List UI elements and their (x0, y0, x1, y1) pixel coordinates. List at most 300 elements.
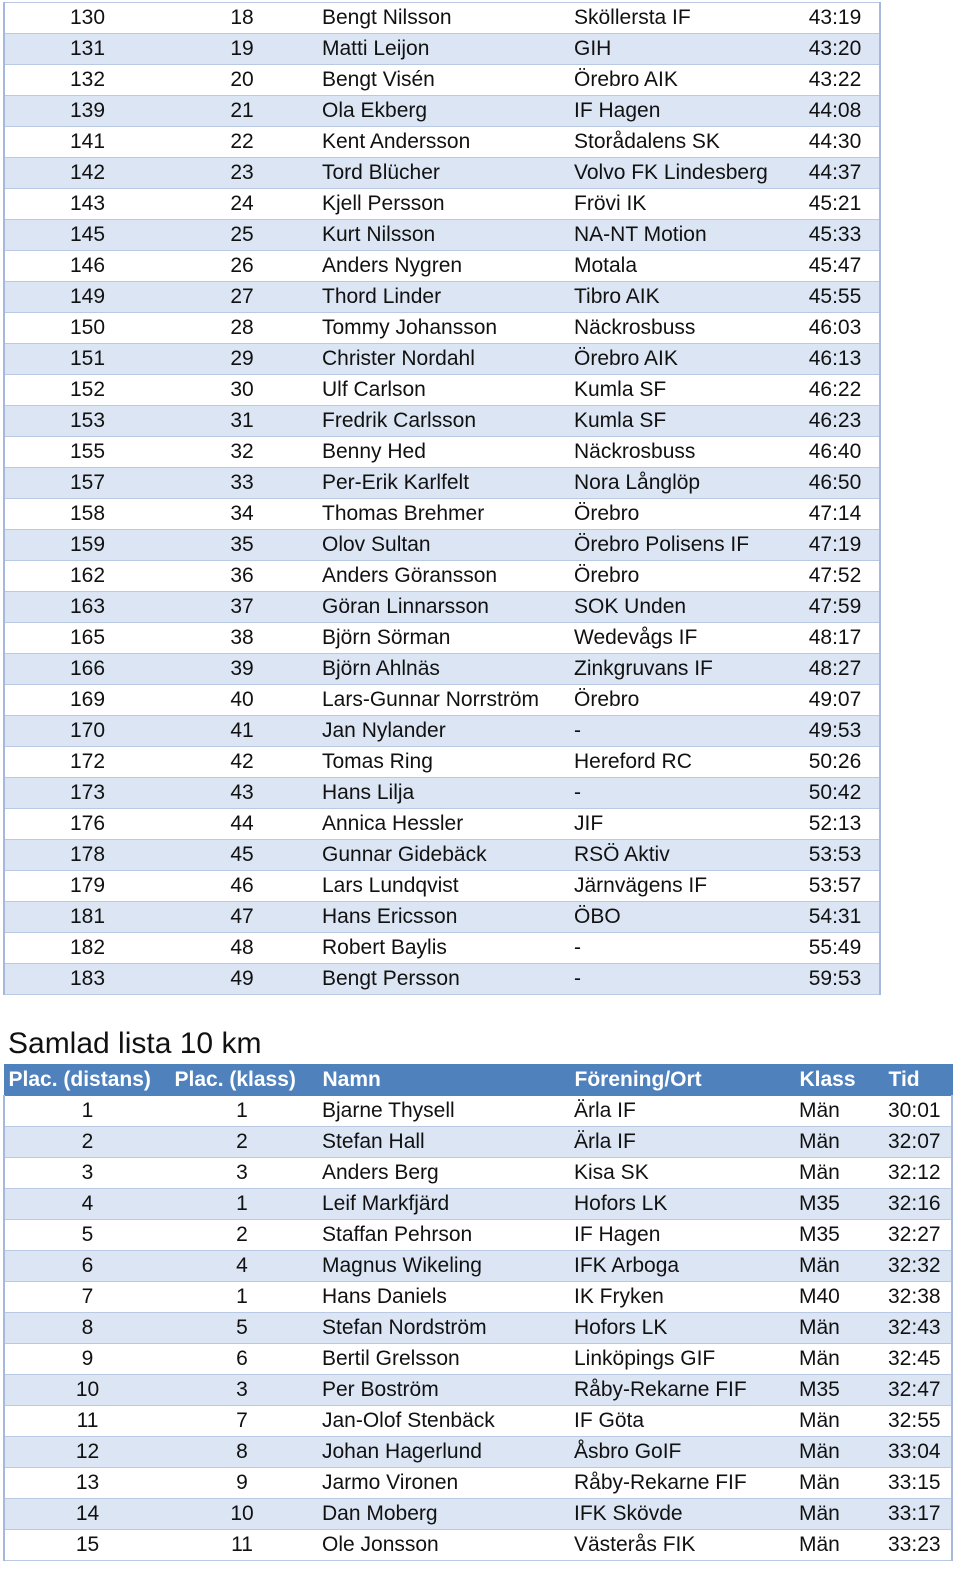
table-row (4, 406, 880, 437)
cell-plac-klass: 18 (170, 3, 314, 34)
cell-namn: Jarmo Vironen (314, 1468, 566, 1499)
cell-forening: Näckrosbuss (566, 437, 791, 468)
cell-tid: 32:38 (880, 1282, 952, 1313)
cell-forening: RSÖ Aktiv (566, 840, 791, 871)
cell-plac-distans: 141 (4, 127, 170, 158)
cell-plac-klass: 49 (170, 964, 314, 995)
cell-namn: Fredrik Carlsson (314, 406, 566, 437)
cell-tid: 46:03 (791, 313, 880, 344)
cell-forening: Tibro AIK (566, 282, 791, 313)
cell-tid: 47:52 (791, 561, 880, 592)
cell-forening: IFK Arboga (566, 1251, 791, 1282)
cell-namn: Lars Lundqvist (314, 871, 566, 902)
cell-plac-distans: 139 (4, 96, 170, 127)
cell-plac-klass: 3 (170, 1158, 314, 1189)
cell-namn: Jan-Olof Stenbäck (314, 1406, 566, 1437)
cell-namn: Hans Ericsson (314, 902, 566, 933)
cell-forening: IF Hagen (566, 1220, 791, 1251)
table-row (4, 1158, 952, 1189)
cell-plac-distans: 8 (4, 1313, 170, 1344)
cell-tid: 45:47 (791, 251, 880, 282)
cell-plac-klass: 44 (170, 809, 314, 840)
table-row (4, 1127, 952, 1158)
cell-namn: Leif Markfjärd (314, 1189, 566, 1220)
cell-namn: Robert Baylis (314, 933, 566, 964)
cell-plac-distans: 170 (4, 716, 170, 747)
cell-plac-distans: 15 (4, 1530, 170, 1561)
cell-tid: 47:59 (791, 592, 880, 623)
cell-tid: 49:53 (791, 716, 880, 747)
cell-plac-klass: 1 (170, 1096, 314, 1127)
cell-forening: - (566, 964, 791, 995)
cell-plac-klass: 35 (170, 530, 314, 561)
cell-plac-klass: 48 (170, 933, 314, 964)
cell-plac-distans: 5 (4, 1220, 170, 1251)
table-row (4, 716, 880, 747)
cell-namn: Kent Andersson (314, 127, 566, 158)
cell-forening: Örebro Polisens IF (566, 530, 791, 561)
table-row (4, 158, 880, 189)
cell-namn: Ola Ekberg (314, 96, 566, 127)
cell-plac-klass: 30 (170, 375, 314, 406)
cell-forening: Örebro (566, 499, 791, 530)
cell-namn: Benny Hed (314, 437, 566, 468)
cell-tid: 48:17 (791, 623, 880, 654)
cell-tid: 50:42 (791, 778, 880, 809)
cell-plac-klass: 2 (170, 1127, 314, 1158)
table-row (4, 840, 880, 871)
cell-plac-klass: 24 (170, 189, 314, 220)
table-row (4, 685, 880, 716)
cell-plac-klass: 45 (170, 840, 314, 871)
cell-plac-klass: 22 (170, 127, 314, 158)
cell-tid: 32:12 (880, 1158, 952, 1189)
cell-plac-klass: 26 (170, 251, 314, 282)
table-row (4, 964, 880, 995)
cell-forening: Frövi IK (566, 189, 791, 220)
cell-tid: 54:31 (791, 902, 880, 933)
table-row (4, 561, 880, 592)
header-forening: Förening/Ort (566, 1065, 791, 1096)
cell-plac-klass: 40 (170, 685, 314, 716)
cell-forening: IK Fryken (566, 1282, 791, 1313)
cell-plac-distans: 155 (4, 437, 170, 468)
cell-plac-klass: 1 (170, 1282, 314, 1313)
cell-forening: Motala (566, 251, 791, 282)
cell-tid: 32:07 (880, 1127, 952, 1158)
cell-plac-klass: 28 (170, 313, 314, 344)
cell-tid: 45:21 (791, 189, 880, 220)
table-row (4, 902, 880, 933)
section-title: Samlad lista 10 km (8, 1027, 262, 1060)
cell-namn: Dan Moberg (314, 1499, 566, 1530)
table-row (4, 809, 880, 840)
table-row (4, 499, 880, 530)
cell-klass: M35 (791, 1220, 880, 1251)
table-row (4, 933, 880, 964)
cell-plac-klass: 29 (170, 344, 314, 375)
cell-tid: 32:55 (880, 1406, 952, 1437)
cell-tid: 43:19 (791, 3, 880, 34)
cell-klass: Män (791, 1468, 880, 1499)
cell-namn: Stefan Nordström (314, 1313, 566, 1344)
header-klass: Klass (791, 1065, 880, 1096)
table-row (4, 1437, 952, 1468)
cell-plac-distans: 151 (4, 344, 170, 375)
cell-plac-distans: 181 (4, 902, 170, 933)
cell-namn: Johan Hagerlund (314, 1437, 566, 1468)
table-row (4, 1468, 952, 1499)
cell-plac-distans: 10 (4, 1375, 170, 1406)
cell-plac-distans: 162 (4, 561, 170, 592)
cell-plac-klass: 34 (170, 499, 314, 530)
cell-tid: 32:16 (880, 1189, 952, 1220)
cell-namn: Tomas Ring (314, 747, 566, 778)
cell-plac-distans: 153 (4, 406, 170, 437)
cell-plac-klass: 38 (170, 623, 314, 654)
cell-plac-klass: 33 (170, 468, 314, 499)
cell-forening: Örebro AIK (566, 344, 791, 375)
cell-namn: Björn Sörman (314, 623, 566, 654)
cell-namn: Ulf Carlson (314, 375, 566, 406)
table-row (4, 65, 880, 96)
cell-plac-distans: 11 (4, 1406, 170, 1437)
cell-tid: 44:30 (791, 127, 880, 158)
cell-plac-distans: 179 (4, 871, 170, 902)
cell-tid: 46:13 (791, 344, 880, 375)
cell-forening: - (566, 933, 791, 964)
cell-tid: 53:57 (791, 871, 880, 902)
cell-forening: Västerås FIK (566, 1530, 791, 1561)
cell-tid: 47:14 (791, 499, 880, 530)
table-row (4, 1530, 952, 1561)
cell-plac-distans: 182 (4, 933, 170, 964)
cell-klass: M40 (791, 1282, 880, 1313)
cell-forening: Örebro AIK (566, 65, 791, 96)
table-row (4, 530, 880, 561)
cell-plac-klass: 36 (170, 561, 314, 592)
table-row (4, 3, 880, 34)
cell-plac-klass: 39 (170, 654, 314, 685)
cell-klass: Män (791, 1499, 880, 1530)
cell-namn: Gunnar Gidebäck (314, 840, 566, 871)
table-row (4, 127, 880, 158)
cell-tid: 50:26 (791, 747, 880, 778)
cell-forening: Kumla SF (566, 406, 791, 437)
cell-tid: 49:07 (791, 685, 880, 716)
table-row (4, 1499, 952, 1530)
cell-plac-klass: 11 (170, 1530, 314, 1561)
cell-forening: Volvo FK Lindesberg (566, 158, 791, 189)
cell-tid: 32:47 (880, 1375, 952, 1406)
cell-plac-klass: 5 (170, 1313, 314, 1344)
cell-forening: Järnvägens IF (566, 871, 791, 902)
cell-namn: Tommy Johansson (314, 313, 566, 344)
results-table-continued (3, 2, 881, 995)
table-row (4, 189, 880, 220)
cell-klass: Män (791, 1127, 880, 1158)
cell-forening: Hereford RC (566, 747, 791, 778)
cell-forening: Hofors LK (566, 1313, 791, 1344)
cell-klass: Män (791, 1158, 880, 1189)
table-row (4, 220, 880, 251)
cell-namn: Jan Nylander (314, 716, 566, 747)
table-row (4, 282, 880, 313)
table-row (4, 437, 880, 468)
cell-plac-klass: 47 (170, 902, 314, 933)
table-row (4, 623, 880, 654)
cell-namn: Thord Linder (314, 282, 566, 313)
cell-plac-distans: 7 (4, 1282, 170, 1313)
cell-klass: Män (791, 1530, 880, 1561)
cell-plac-klass: 20 (170, 65, 314, 96)
cell-forening: - (566, 716, 791, 747)
cell-forening: Wedevågs IF (566, 623, 791, 654)
cell-plac-klass: 31 (170, 406, 314, 437)
cell-tid: 32:43 (880, 1313, 952, 1344)
cell-forening: Råby-Rekarne FIF (566, 1468, 791, 1499)
cell-tid: 46:22 (791, 375, 880, 406)
cell-namn: Lars-Gunnar Norrström (314, 685, 566, 716)
table-row (4, 592, 880, 623)
cell-plac-klass: 42 (170, 747, 314, 778)
cell-plac-klass: 1 (170, 1189, 314, 1220)
cell-forening: Åsbro GoIF (566, 1437, 791, 1468)
cell-namn: Per-Erik Karlfelt (314, 468, 566, 499)
cell-plac-klass: 3 (170, 1375, 314, 1406)
table-row (4, 778, 880, 809)
cell-forening: JIF (566, 809, 791, 840)
cell-plac-distans: 130 (4, 3, 170, 34)
cell-forening: Råby-Rekarne FIF (566, 1375, 791, 1406)
cell-plac-klass: 21 (170, 96, 314, 127)
cell-plac-klass: 6 (170, 1344, 314, 1375)
cell-plac-klass: 27 (170, 282, 314, 313)
cell-plac-distans: 132 (4, 65, 170, 96)
cell-tid: 44:37 (791, 158, 880, 189)
cell-plac-klass: 32 (170, 437, 314, 468)
cell-tid: 55:49 (791, 933, 880, 964)
cell-plac-distans: 6 (4, 1251, 170, 1282)
cell-tid: 47:19 (791, 530, 880, 561)
cell-tid: 46:50 (791, 468, 880, 499)
cell-plac-klass: 25 (170, 220, 314, 251)
cell-plac-klass: 2 (170, 1220, 314, 1251)
cell-plac-distans: 9 (4, 1344, 170, 1375)
cell-plac-distans: 2 (4, 1127, 170, 1158)
cell-tid: 32:32 (880, 1251, 952, 1282)
table-row (4, 1220, 952, 1251)
cell-plac-distans: 14 (4, 1499, 170, 1530)
cell-namn: Tord Blücher (314, 158, 566, 189)
cell-tid: 33:15 (880, 1468, 952, 1499)
cell-namn: Staffan Pehrson (314, 1220, 566, 1251)
cell-plac-klass: 37 (170, 592, 314, 623)
cell-namn: Annica Hessler (314, 809, 566, 840)
table-row (4, 375, 880, 406)
cell-namn: Anders Berg (314, 1158, 566, 1189)
cell-plac-distans: 12 (4, 1437, 170, 1468)
cell-plac-distans: 158 (4, 499, 170, 530)
cell-tid: 48:27 (791, 654, 880, 685)
cell-forening: SOK Unden (566, 592, 791, 623)
cell-tid: 46:23 (791, 406, 880, 437)
cell-namn: Kjell Persson (314, 189, 566, 220)
cell-namn: Göran Linnarsson (314, 592, 566, 623)
cell-plac-distans: 183 (4, 964, 170, 995)
cell-forening: Storådalens SK (566, 127, 791, 158)
table-row (4, 34, 880, 65)
cell-plac-klass: 43 (170, 778, 314, 809)
cell-plac-distans: 172 (4, 747, 170, 778)
cell-plac-klass: 9 (170, 1468, 314, 1499)
table-row (4, 1375, 952, 1406)
cell-plac-klass: 41 (170, 716, 314, 747)
cell-namn: Magnus Wikeling (314, 1251, 566, 1282)
cell-namn: Bertil Grelsson (314, 1344, 566, 1375)
cell-plac-distans: 178 (4, 840, 170, 871)
cell-plac-distans: 131 (4, 34, 170, 65)
cell-klass: Män (791, 1313, 880, 1344)
cell-namn: Bjarne Thysell (314, 1096, 566, 1127)
cell-namn: Per Boström (314, 1375, 566, 1406)
table-row (4, 1406, 952, 1437)
cell-forening: Kumla SF (566, 375, 791, 406)
cell-plac-distans: 4 (4, 1189, 170, 1220)
cell-plac-distans: 165 (4, 623, 170, 654)
cell-tid: 45:33 (791, 220, 880, 251)
cell-klass: Män (791, 1251, 880, 1282)
cell-plac-distans: 157 (4, 468, 170, 499)
cell-forening: Zinkgruvans IF (566, 654, 791, 685)
cell-plac-distans: 13 (4, 1468, 170, 1499)
cell-namn: Björn Ahlnäs (314, 654, 566, 685)
results-table-10km (3, 1064, 953, 1561)
table-row (4, 1282, 952, 1313)
table-row (4, 747, 880, 778)
cell-tid: 59:53 (791, 964, 880, 995)
cell-namn: Anders Nygren (314, 251, 566, 282)
cell-plac-distans: 176 (4, 809, 170, 840)
cell-tid: 43:20 (791, 34, 880, 65)
cell-namn: Thomas Brehmer (314, 499, 566, 530)
table-row (4, 871, 880, 902)
cell-plac-klass: 46 (170, 871, 314, 902)
cell-namn: Ole Jonsson (314, 1530, 566, 1561)
cell-namn: Stefan Hall (314, 1127, 566, 1158)
cell-namn: Anders Göransson (314, 561, 566, 592)
cell-forening: Hofors LK (566, 1189, 791, 1220)
cell-plac-distans: 149 (4, 282, 170, 313)
table-row (4, 1313, 952, 1344)
cell-klass: M35 (791, 1189, 880, 1220)
cell-tid: 43:22 (791, 65, 880, 96)
table-row (4, 313, 880, 344)
cell-forening: Linköpings GIF (566, 1344, 791, 1375)
cell-tid: 44:08 (791, 96, 880, 127)
cell-plac-klass: 10 (170, 1499, 314, 1530)
cell-namn: Hans Daniels (314, 1282, 566, 1313)
table-row (4, 1096, 952, 1127)
cell-namn: Matti Leijon (314, 34, 566, 65)
cell-forening: NA-NT Motion (566, 220, 791, 251)
cell-forening: GIH (566, 34, 791, 65)
cell-tid: 32:45 (880, 1344, 952, 1375)
cell-namn: Kurt Nilsson (314, 220, 566, 251)
cell-plac-distans: 146 (4, 251, 170, 282)
cell-namn: Olov Sultan (314, 530, 566, 561)
cell-plac-distans: 142 (4, 158, 170, 189)
cell-namn: Bengt Visén (314, 65, 566, 96)
cell-klass: Män (791, 1344, 880, 1375)
cell-tid: 33:04 (880, 1437, 952, 1468)
cell-plac-distans: 169 (4, 685, 170, 716)
cell-tid: 30:01 (880, 1096, 952, 1127)
cell-plac-distans: 1 (4, 1096, 170, 1127)
header-plac-klass: Plac. (klass) (170, 1065, 314, 1096)
cell-klass: Män (791, 1096, 880, 1127)
cell-plac-distans: 173 (4, 778, 170, 809)
table-row (4, 654, 880, 685)
cell-plac-klass: 8 (170, 1437, 314, 1468)
cell-plac-distans: 3 (4, 1158, 170, 1189)
cell-plac-klass: 23 (170, 158, 314, 189)
header-tid: Tid (880, 1065, 952, 1096)
cell-plac-klass: 4 (170, 1251, 314, 1282)
table-row (4, 344, 880, 375)
cell-forening: Ärla IF (566, 1096, 791, 1127)
cell-klass: M35 (791, 1375, 880, 1406)
cell-forening: IF Göta (566, 1406, 791, 1437)
cell-forening: IF Hagen (566, 96, 791, 127)
cell-klass: Män (791, 1437, 880, 1468)
cell-namn: Hans Lilja (314, 778, 566, 809)
header-plac-distans: Plac. (distans) (4, 1065, 170, 1096)
table-row (4, 1251, 952, 1282)
cell-namn: Christer Nordahl (314, 344, 566, 375)
cell-forening: Näckrosbuss (566, 313, 791, 344)
cell-klass: Män (791, 1406, 880, 1437)
cell-forening: Örebro (566, 561, 791, 592)
cell-tid: 32:27 (880, 1220, 952, 1251)
cell-tid: 45:55 (791, 282, 880, 313)
table-row (4, 1189, 952, 1220)
cell-plac-klass: 19 (170, 34, 314, 65)
cell-forening: ÖBO (566, 902, 791, 933)
header-namn: Namn (314, 1065, 566, 1096)
cell-namn: Bengt Nilsson (314, 3, 566, 34)
cell-namn: Bengt Persson (314, 964, 566, 995)
cell-forening: Örebro (566, 685, 791, 716)
cell-tid: 52:13 (791, 809, 880, 840)
cell-tid: 53:53 (791, 840, 880, 871)
cell-tid: 33:17 (880, 1499, 952, 1530)
cell-plac-distans: 145 (4, 220, 170, 251)
cell-tid: 33:23 (880, 1530, 952, 1561)
cell-forening: IFK Skövde (566, 1499, 791, 1530)
table-row (4, 96, 880, 127)
cell-plac-klass: 7 (170, 1406, 314, 1437)
cell-forening: Ärla IF (566, 1127, 791, 1158)
cell-plac-distans: 166 (4, 654, 170, 685)
table-row (4, 1344, 952, 1375)
cell-plac-distans: 163 (4, 592, 170, 623)
cell-tid: 46:40 (791, 437, 880, 468)
table-row (4, 251, 880, 282)
cell-plac-distans: 159 (4, 530, 170, 561)
cell-forening: Kisa SK (566, 1158, 791, 1189)
cell-forening: - (566, 778, 791, 809)
